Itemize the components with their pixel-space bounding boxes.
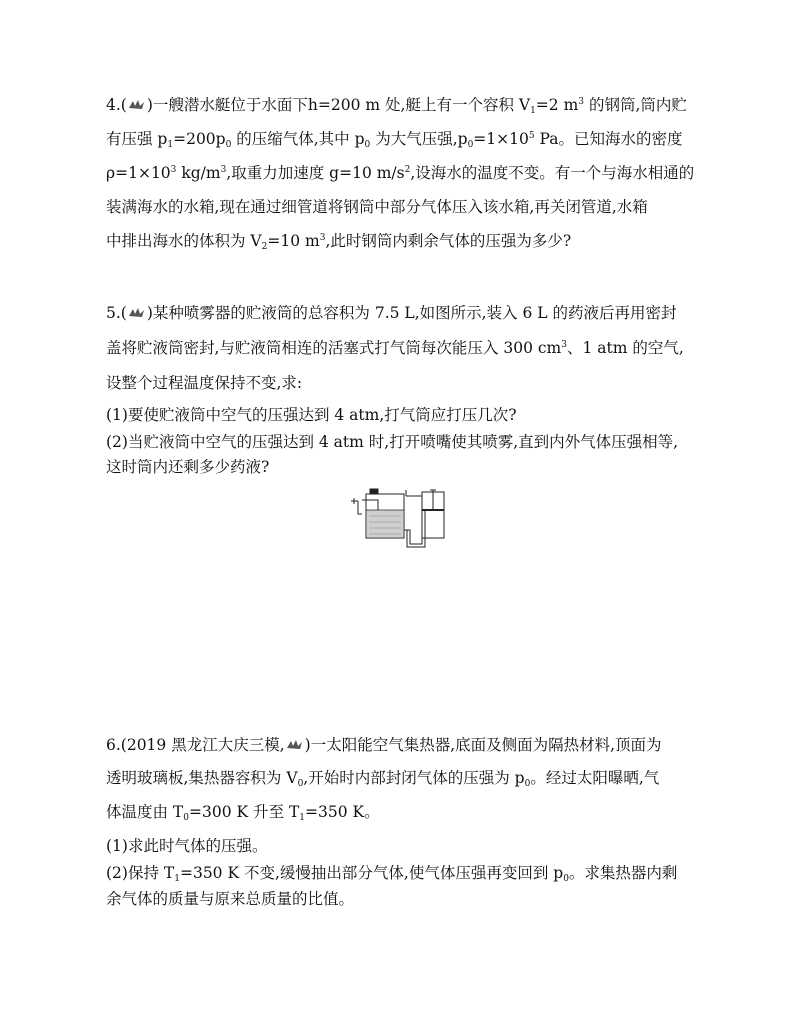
p5-number: 5.( — [106, 304, 127, 322]
p5-number-close: ) — [146, 304, 153, 322]
p6-sub: 1 — [299, 813, 306, 823]
p6-text: 透明玻璃板,集热器容积为 V — [106, 769, 298, 787]
p4-text: 一艘潜水艇位于水面下h=200 m 处,艇上有一个容积 V — [152, 96, 531, 114]
p4-line-4: 装满海水的水箱,现在通过细管道将钢筒中部分气体压入该水箱,再关闭管道,水箱 — [106, 198, 648, 216]
p6-sub: 0 — [183, 813, 190, 823]
p6-text: =350 K。 — [305, 803, 380, 821]
p4-sub: 1 — [530, 106, 536, 116]
p4-text: =200p — [173, 130, 226, 148]
p4-line-3 — [106, 163, 694, 183]
p4-text: =10 m — [267, 232, 320, 250]
p6-number-close: ) — [304, 736, 311, 754]
p4-text: ρ=1×10 — [106, 164, 171, 182]
p4-sup: 2 — [404, 165, 411, 175]
p6-sub: 0 — [524, 779, 531, 789]
p6-text: =350 K 不变,缓慢抽出部分气体,使气体压强再变回到 p — [179, 864, 564, 882]
sprayer-diagram — [348, 486, 448, 550]
p4-text: 的钢筒,筒内贮 — [584, 96, 687, 114]
p4-line-1 — [106, 95, 687, 115]
p5-line-3: 设整个过程温度保持不变,求: — [106, 374, 303, 392]
p4-sup: 5 — [528, 131, 535, 141]
p5-text: 盖将贮液筒密封,与贮液筒相连的活塞式打气筒每次能压入 300 cm — [106, 339, 562, 357]
p5-line-2 — [106, 338, 684, 358]
p4-sub: 2 — [261, 242, 268, 252]
star-rating-icon — [127, 306, 147, 320]
p6-text: 。经过太阳曝晒,气 — [530, 769, 660, 787]
p6-question-2-cont: 余气体的质量与原来总质量的比值。 — [106, 890, 355, 908]
p4-text: ,设海水的温度不变。有一个与海水相通的 — [410, 164, 695, 182]
p6-text: =300 K 升至 T — [189, 803, 300, 821]
p4-text: 的压缩气体,其中 p — [231, 130, 365, 148]
p6-question-1: (1)求此时气体的压强。 — [106, 837, 268, 855]
p4-text: 为大气压强,p — [370, 130, 468, 148]
p4-sub: 0 — [225, 140, 232, 150]
p4-sub: 0 — [364, 140, 371, 150]
p6-text: ,开始时内部封闭气体的压强为 p — [303, 769, 525, 787]
p4-line-2 — [106, 129, 683, 149]
p6-line-1 — [106, 735, 662, 755]
p4-text: ,取重力加速度 g=10 m/s — [226, 164, 405, 182]
star-rating-icon — [285, 738, 305, 752]
p4-sup: 3 — [578, 97, 585, 107]
p5-sup: 3 — [561, 340, 567, 350]
p4-text: =2 m — [535, 96, 579, 114]
p6-text: 。求集热器内剩 — [568, 864, 678, 882]
p4-text: ,此时钢筒内剩余气体的压强为多少? — [325, 232, 572, 250]
p6-question-2 — [106, 863, 677, 883]
p4-sup: 3 — [170, 165, 177, 175]
p4-sup: 3 — [319, 233, 326, 243]
p6-text: 一太阳能空气集热器,底面及侧面为隔热材料,顶面为 — [310, 736, 662, 754]
star-rating-icon — [127, 98, 147, 112]
p4-text: Pa。已知海水的密度 — [534, 130, 683, 148]
p4-sub: 0 — [467, 140, 474, 150]
p4-number: 4.( — [106, 96, 127, 114]
p6-line-2 — [106, 768, 659, 788]
p6-sub: 0 — [297, 779, 304, 789]
p6-number: 6.(2019 黑龙江大庆三模, — [106, 736, 285, 754]
p4-line-5 — [106, 231, 571, 251]
p4-sup: 3 — [220, 165, 227, 175]
p5-question-1: (1)要使贮液筒中空气的压强达到 4 atm,打气筒应打压几次? — [106, 406, 517, 424]
p6-sub: 1 — [174, 874, 180, 884]
p4-sub: 1 — [167, 140, 174, 150]
p4-text: kg/m — [176, 164, 221, 182]
p6-line-3 — [106, 802, 380, 822]
p5-text: 、1 atm 的空气, — [566, 339, 684, 357]
p5-line-1 — [106, 303, 677, 323]
p5-question-2: (2)当贮液筒中空气的压强达到 4 atm 时,打开喷嘴使其喷雾,直到内外气体压强相等, — [106, 433, 679, 451]
p6-text: (2)保持 T — [106, 864, 175, 882]
p5-text: 某种喷雾器的贮液筒的总容积为 7.5 L,如图所示,装入 6 L 的药液后再用密封 — [152, 304, 677, 322]
p4-text: =1×10 — [473, 130, 529, 148]
p4-text: 中排出海水的体积为 V — [106, 232, 262, 250]
p6-text: 体温度由 T — [106, 803, 184, 821]
p4-number-close: ) — [146, 96, 153, 114]
p6-sub: 0 — [563, 874, 569, 884]
p5-question-2-cont: 这时筒内还剩多少药液? — [106, 458, 270, 476]
p4-text: 有压强 p — [106, 130, 168, 148]
